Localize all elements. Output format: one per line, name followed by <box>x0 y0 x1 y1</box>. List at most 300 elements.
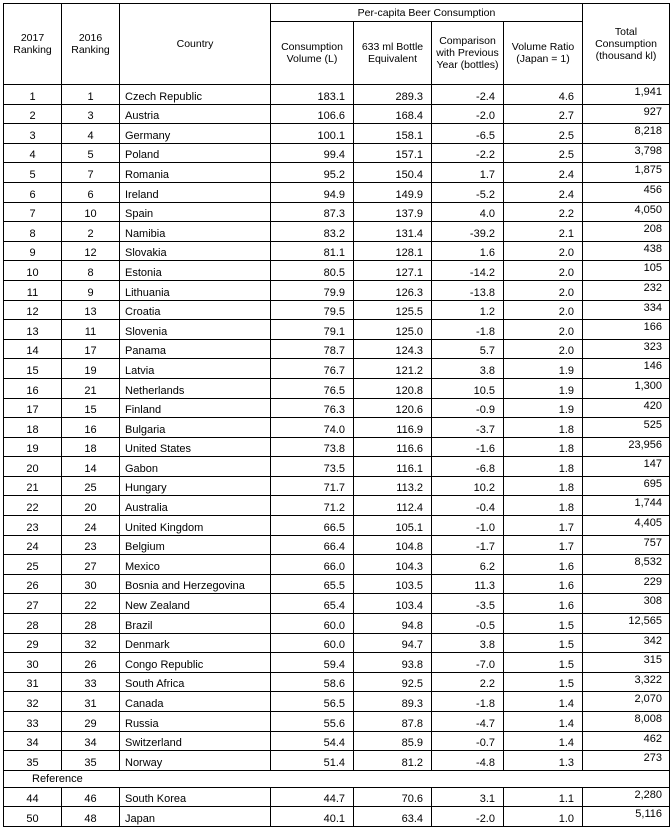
header-consumption-volume: Consumption Volume (L) <box>271 22 354 85</box>
cell-total-consumption: 3,322 <box>583 672 670 692</box>
cell-volume-ratio: 1.8 <box>504 476 583 496</box>
cell-bottle-equivalent: 89.3 <box>354 692 432 712</box>
cell-total-consumption: 4,405 <box>583 516 670 536</box>
cell-country: Mexico <box>120 555 271 575</box>
table-row <box>4 653 670 673</box>
cell-total-consumption: 315 <box>583 653 670 673</box>
cell-bottle-equivalent: 116.9 <box>354 418 432 438</box>
cell-country: Czech Republic <box>120 85 271 105</box>
cell-consumption-volume: 71.7 <box>271 476 354 496</box>
cell-total-consumption: 323 <box>583 339 670 359</box>
cell-country: Ireland <box>120 182 271 202</box>
table-row <box>4 516 670 536</box>
cell-consumption-volume: 78.7 <box>271 339 354 359</box>
table-header <box>4 4 670 85</box>
table-row <box>4 339 670 359</box>
cell-bottle-equivalent: 81.2 <box>354 751 432 771</box>
table-row <box>4 555 670 575</box>
cell-volume-ratio: 1.1 <box>504 787 583 807</box>
cell-country: Australia <box>120 496 271 516</box>
table-row <box>4 614 670 634</box>
beer-consumption-table-wrapper <box>3 3 669 827</box>
cell-total-consumption: 757 <box>583 535 670 555</box>
cell-consumption-volume: 80.5 <box>271 261 354 281</box>
cell-total-consumption: 462 <box>583 731 670 751</box>
cell-volume-ratio: 1.8 <box>504 418 583 438</box>
cell-country: Gabon <box>120 457 271 477</box>
cell-total-consumption: 8,532 <box>583 555 670 575</box>
cell-country: South Africa <box>120 672 271 692</box>
cell-volume-ratio: 2.5 <box>504 143 583 163</box>
table-row <box>4 182 670 202</box>
cell-total-consumption: 334 <box>583 300 670 320</box>
cell-consumption-volume: 99.4 <box>271 143 354 163</box>
cell-bottle-equivalent: 70.6 <box>354 787 432 807</box>
cell-bottle-equivalent: 87.8 <box>354 712 432 732</box>
cell-country: Canada <box>120 692 271 712</box>
cell-total-consumption: 273 <box>583 751 670 771</box>
cell-bottle-equivalent: 112.4 <box>354 496 432 516</box>
cell-bottle-equivalent: 85.9 <box>354 731 432 751</box>
cell-2017-ranking: 9 <box>4 241 62 261</box>
cell-consumption-volume: 73.5 <box>271 457 354 477</box>
cell-consumption-volume: 66.5 <box>271 516 354 536</box>
cell-bottle-equivalent: 149.9 <box>354 182 432 202</box>
cell-volume-ratio: 1.6 <box>504 574 583 594</box>
cell-volume-ratio: 1.8 <box>504 437 583 457</box>
cell-volume-ratio: 2.0 <box>504 280 583 300</box>
cell-bottle-equivalent: 121.2 <box>354 359 432 379</box>
cell-country: Belgium <box>120 535 271 555</box>
cell-2017-ranking: 13 <box>4 320 62 340</box>
cell-2017-ranking: 25 <box>4 555 62 575</box>
cell-country: United Kingdom <box>120 516 271 536</box>
cell-2016-ranking: 48 <box>62 807 120 827</box>
cell-total-consumption: 2,070 <box>583 692 670 712</box>
cell-country: Netherlands <box>120 378 271 398</box>
cell-bottle-equivalent: 120.6 <box>354 398 432 418</box>
cell-comparison: -13.8 <box>432 280 504 300</box>
cell-bottle-equivalent: 150.4 <box>354 163 432 183</box>
cell-total-consumption: 166 <box>583 320 670 340</box>
table-row <box>4 535 670 555</box>
header-2017-ranking: 2017 Ranking <box>4 4 62 85</box>
cell-total-consumption: 5,116 <box>583 807 670 827</box>
reference-label-row <box>4 770 670 787</box>
cell-consumption-volume: 95.2 <box>271 163 354 183</box>
cell-bottle-equivalent: 94.8 <box>354 614 432 634</box>
cell-2017-ranking: 19 <box>4 437 62 457</box>
cell-2016-ranking: 1 <box>62 85 120 105</box>
cell-country: Austria <box>120 104 271 124</box>
cell-comparison: -0.7 <box>432 731 504 751</box>
table-row <box>4 300 670 320</box>
cell-country: Latvia <box>120 359 271 379</box>
cell-2016-ranking: 19 <box>62 359 120 379</box>
cell-comparison: -2.2 <box>432 143 504 163</box>
cell-bottle-equivalent: 105.1 <box>354 516 432 536</box>
cell-2016-ranking: 20 <box>62 496 120 516</box>
cell-comparison: -2.4 <box>432 85 504 105</box>
table-row <box>4 280 670 300</box>
cell-2016-ranking: 28 <box>62 614 120 634</box>
cell-volume-ratio: 1.8 <box>504 496 583 516</box>
cell-total-consumption: 456 <box>583 182 670 202</box>
cell-2017-ranking: 10 <box>4 261 62 281</box>
table-row <box>4 712 670 732</box>
cell-2017-ranking: 5 <box>4 163 62 183</box>
cell-2017-ranking: 50 <box>4 807 62 827</box>
cell-comparison: -0.4 <box>432 496 504 516</box>
cell-volume-ratio: 1.4 <box>504 692 583 712</box>
cell-country: Spain <box>120 202 271 222</box>
cell-country: Russia <box>120 712 271 732</box>
cell-2016-ranking: 3 <box>62 104 120 124</box>
cell-comparison: 5.7 <box>432 339 504 359</box>
cell-2017-ranking: 24 <box>4 535 62 555</box>
cell-country: Brazil <box>120 614 271 634</box>
cell-2016-ranking: 23 <box>62 535 120 555</box>
cell-2016-ranking: 17 <box>62 339 120 359</box>
cell-consumption-volume: 73.8 <box>271 437 354 457</box>
cell-consumption-volume: 87.3 <box>271 202 354 222</box>
cell-2016-ranking: 31 <box>62 692 120 712</box>
cell-consumption-volume: 60.0 <box>271 614 354 634</box>
cell-consumption-volume: 65.4 <box>271 594 354 614</box>
header-2016-ranking: 2016 Ranking <box>62 4 120 85</box>
cell-total-consumption: 229 <box>583 574 670 594</box>
cell-2016-ranking: 13 <box>62 300 120 320</box>
cell-volume-ratio: 2.0 <box>504 339 583 359</box>
cell-2017-ranking: 7 <box>4 202 62 222</box>
cell-volume-ratio: 1.5 <box>504 672 583 692</box>
cell-comparison: 10.2 <box>432 476 504 496</box>
cell-country: Estonia <box>120 261 271 281</box>
cell-volume-ratio: 1.3 <box>504 751 583 771</box>
cell-2016-ranking: 29 <box>62 712 120 732</box>
cell-consumption-volume: 55.6 <box>271 712 354 732</box>
cell-comparison: -3.7 <box>432 418 504 438</box>
header-comparison: Comparison with Previous Year (bottles) <box>432 22 504 85</box>
cell-country: Japan <box>120 807 271 827</box>
cell-comparison: 3.8 <box>432 633 504 653</box>
cell-comparison: 10.5 <box>432 378 504 398</box>
cell-bottle-equivalent: 104.3 <box>354 555 432 575</box>
cell-2017-ranking: 16 <box>4 378 62 398</box>
cell-bottle-equivalent: 157.1 <box>354 143 432 163</box>
cell-volume-ratio: 2.7 <box>504 104 583 124</box>
cell-consumption-volume: 83.2 <box>271 222 354 242</box>
cell-2017-ranking: 8 <box>4 222 62 242</box>
cell-bottle-equivalent: 125.5 <box>354 300 432 320</box>
cell-bottle-equivalent: 63.4 <box>354 807 432 827</box>
cell-consumption-volume: 76.7 <box>271 359 354 379</box>
cell-2017-ranking: 12 <box>4 300 62 320</box>
table-row <box>4 496 670 516</box>
cell-comparison: -14.2 <box>432 261 504 281</box>
cell-country: Slovenia <box>120 320 271 340</box>
cell-country: Switzerland <box>120 731 271 751</box>
cell-2017-ranking: 4 <box>4 143 62 163</box>
cell-country: New Zealand <box>120 594 271 614</box>
cell-volume-ratio: 2.4 <box>504 182 583 202</box>
cell-country: Congo Republic <box>120 653 271 673</box>
table-row <box>4 437 670 457</box>
header-per-capita-group: Per-capita Beer Consumption <box>271 4 583 22</box>
cell-total-consumption: 2,280 <box>583 787 670 807</box>
cell-country: Denmark <box>120 633 271 653</box>
cell-2017-ranking: 22 <box>4 496 62 516</box>
cell-bottle-equivalent: 113.2 <box>354 476 432 496</box>
cell-2016-ranking: 5 <box>62 143 120 163</box>
cell-total-consumption: 342 <box>583 633 670 653</box>
table-row <box>4 418 670 438</box>
table-row <box>4 731 670 751</box>
cell-comparison: 4.0 <box>432 202 504 222</box>
cell-2016-ranking: 34 <box>62 731 120 751</box>
table-row <box>4 222 670 242</box>
cell-volume-ratio: 2.0 <box>504 300 583 320</box>
cell-comparison: -5.2 <box>432 182 504 202</box>
cell-bottle-equivalent: 168.4 <box>354 104 432 124</box>
table-row <box>4 787 670 807</box>
cell-total-consumption: 695 <box>583 476 670 496</box>
cell-2017-ranking: 23 <box>4 516 62 536</box>
table-row <box>4 672 670 692</box>
cell-2017-ranking: 27 <box>4 594 62 614</box>
cell-comparison: -7.0 <box>432 653 504 673</box>
table-row <box>4 104 670 124</box>
cell-2017-ranking: 1 <box>4 85 62 105</box>
cell-consumption-volume: 59.4 <box>271 653 354 673</box>
cell-comparison: -6.5 <box>432 124 504 144</box>
cell-2016-ranking: 2 <box>62 222 120 242</box>
cell-total-consumption: 308 <box>583 594 670 614</box>
cell-total-consumption: 12,565 <box>583 614 670 634</box>
cell-volume-ratio: 1.5 <box>504 653 583 673</box>
cell-consumption-volume: 66.0 <box>271 555 354 575</box>
cell-2016-ranking: 26 <box>62 653 120 673</box>
cell-comparison: -2.0 <box>432 807 504 827</box>
cell-total-consumption: 1,744 <box>583 496 670 516</box>
table-row <box>4 124 670 144</box>
reference-label: Reference <box>4 770 670 787</box>
cell-2016-ranking: 30 <box>62 574 120 594</box>
table-row <box>4 398 670 418</box>
cell-2016-ranking: 27 <box>62 555 120 575</box>
cell-volume-ratio: 1.4 <box>504 731 583 751</box>
cell-2017-ranking: 26 <box>4 574 62 594</box>
cell-consumption-volume: 106.6 <box>271 104 354 124</box>
cell-total-consumption: 1,875 <box>583 163 670 183</box>
cell-2016-ranking: 16 <box>62 418 120 438</box>
cell-2017-ranking: 28 <box>4 614 62 634</box>
cell-volume-ratio: 4.6 <box>504 85 583 105</box>
cell-2016-ranking: 6 <box>62 182 120 202</box>
cell-comparison: 1.7 <box>432 163 504 183</box>
cell-total-consumption: 146 <box>583 359 670 379</box>
cell-volume-ratio: 1.9 <box>504 398 583 418</box>
cell-country: Bulgaria <box>120 418 271 438</box>
cell-total-consumption: 3,798 <box>583 143 670 163</box>
table-row <box>4 85 670 105</box>
cell-2017-ranking: 15 <box>4 359 62 379</box>
cell-country: Germany <box>120 124 271 144</box>
cell-comparison: -39.2 <box>432 222 504 242</box>
cell-volume-ratio: 1.7 <box>504 535 583 555</box>
cell-consumption-volume: 183.1 <box>271 85 354 105</box>
cell-bottle-equivalent: 94.7 <box>354 633 432 653</box>
table-row <box>4 202 670 222</box>
cell-consumption-volume: 66.4 <box>271 535 354 555</box>
cell-total-consumption: 438 <box>583 241 670 261</box>
table-row <box>4 359 670 379</box>
header-country: Country <box>120 4 271 85</box>
cell-country: Lithuania <box>120 280 271 300</box>
cell-country: Poland <box>120 143 271 163</box>
cell-2017-ranking: 14 <box>4 339 62 359</box>
cell-volume-ratio: 2.2 <box>504 202 583 222</box>
cell-volume-ratio: 2.4 <box>504 163 583 183</box>
cell-total-consumption: 147 <box>583 457 670 477</box>
cell-consumption-volume: 79.9 <box>271 280 354 300</box>
cell-bottle-equivalent: 103.4 <box>354 594 432 614</box>
cell-country: Bosnia and Herzegovina <box>120 574 271 594</box>
cell-comparison: -6.8 <box>432 457 504 477</box>
cell-total-consumption: 8,008 <box>583 712 670 732</box>
cell-consumption-volume: 76.3 <box>271 398 354 418</box>
cell-consumption-volume: 71.2 <box>271 496 354 516</box>
cell-volume-ratio: 2.0 <box>504 320 583 340</box>
cell-consumption-volume: 56.5 <box>271 692 354 712</box>
cell-volume-ratio: 1.6 <box>504 594 583 614</box>
cell-volume-ratio: 2.5 <box>504 124 583 144</box>
table-row <box>4 163 670 183</box>
cell-total-consumption: 105 <box>583 261 670 281</box>
cell-2017-ranking: 17 <box>4 398 62 418</box>
cell-volume-ratio: 2.1 <box>504 222 583 242</box>
cell-2016-ranking: 4 <box>62 124 120 144</box>
cell-2016-ranking: 10 <box>62 202 120 222</box>
table-row <box>4 574 670 594</box>
cell-2016-ranking: 32 <box>62 633 120 653</box>
cell-2016-ranking: 22 <box>62 594 120 614</box>
cell-total-consumption: 232 <box>583 280 670 300</box>
cell-country: South Korea <box>120 787 271 807</box>
table-row <box>4 751 670 771</box>
cell-volume-ratio: 1.7 <box>504 516 583 536</box>
cell-consumption-volume: 94.9 <box>271 182 354 202</box>
cell-volume-ratio: 1.5 <box>504 614 583 634</box>
cell-country: Namibia <box>120 222 271 242</box>
cell-consumption-volume: 79.5 <box>271 300 354 320</box>
cell-2017-ranking: 21 <box>4 476 62 496</box>
cell-consumption-volume: 74.0 <box>271 418 354 438</box>
cell-bottle-equivalent: 124.3 <box>354 339 432 359</box>
cell-2017-ranking: 33 <box>4 712 62 732</box>
cell-bottle-equivalent: 104.8 <box>354 535 432 555</box>
cell-bottle-equivalent: 137.9 <box>354 202 432 222</box>
cell-country: Croatia <box>120 300 271 320</box>
cell-consumption-volume: 65.5 <box>271 574 354 594</box>
table-row <box>4 807 670 827</box>
table-row <box>4 476 670 496</box>
table-row <box>4 320 670 340</box>
cell-total-consumption: 8,218 <box>583 124 670 144</box>
cell-2017-ranking: 30 <box>4 653 62 673</box>
cell-2016-ranking: 25 <box>62 476 120 496</box>
cell-comparison: 1.2 <box>432 300 504 320</box>
cell-total-consumption: 420 <box>583 398 670 418</box>
cell-2016-ranking: 7 <box>62 163 120 183</box>
cell-consumption-volume: 76.5 <box>271 378 354 398</box>
header-total-consumption: Total Consumption (thousand kl) <box>583 4 670 85</box>
cell-country: Norway <box>120 751 271 771</box>
cell-2017-ranking: 18 <box>4 418 62 438</box>
reference-section <box>4 770 670 826</box>
cell-total-consumption: 927 <box>583 104 670 124</box>
cell-2016-ranking: 18 <box>62 437 120 457</box>
cell-country: Slovakia <box>120 241 271 261</box>
cell-volume-ratio: 1.5 <box>504 633 583 653</box>
cell-total-consumption: 23,956 <box>583 437 670 457</box>
cell-comparison: 1.6 <box>432 241 504 261</box>
cell-volume-ratio: 1.0 <box>504 807 583 827</box>
cell-2016-ranking: 14 <box>62 457 120 477</box>
beer-consumption-table <box>3 3 670 827</box>
cell-2017-ranking: 6 <box>4 182 62 202</box>
cell-comparison: -1.8 <box>432 692 504 712</box>
cell-2016-ranking: 9 <box>62 280 120 300</box>
cell-2016-ranking: 46 <box>62 787 120 807</box>
cell-2016-ranking: 24 <box>62 516 120 536</box>
cell-2016-ranking: 11 <box>62 320 120 340</box>
table-row <box>4 261 670 281</box>
cell-bottle-equivalent: 131.4 <box>354 222 432 242</box>
cell-volume-ratio: 1.9 <box>504 378 583 398</box>
cell-comparison: -1.6 <box>432 437 504 457</box>
cell-comparison: -1.7 <box>432 535 504 555</box>
cell-consumption-volume: 44.7 <box>271 787 354 807</box>
table-row <box>4 692 670 712</box>
cell-comparison: 6.2 <box>432 555 504 575</box>
cell-total-consumption: 1,941 <box>583 85 670 105</box>
cell-bottle-equivalent: 125.0 <box>354 320 432 340</box>
cell-comparison: -0.9 <box>432 398 504 418</box>
cell-comparison: 11.3 <box>432 574 504 594</box>
cell-comparison: 2.2 <box>432 672 504 692</box>
cell-comparison: -2.0 <box>432 104 504 124</box>
cell-total-consumption: 1,300 <box>583 378 670 398</box>
header-volume-ratio: Volume Ratio (Japan = 1) <box>504 22 583 85</box>
cell-bottle-equivalent: 103.5 <box>354 574 432 594</box>
cell-bottle-equivalent: 93.8 <box>354 653 432 673</box>
cell-comparison: -1.0 <box>432 516 504 536</box>
cell-2017-ranking: 34 <box>4 731 62 751</box>
cell-consumption-volume: 51.4 <box>271 751 354 771</box>
cell-consumption-volume: 100.1 <box>271 124 354 144</box>
cell-volume-ratio: 1.8 <box>504 457 583 477</box>
cell-2017-ranking: 29 <box>4 633 62 653</box>
cell-bottle-equivalent: 116.6 <box>354 437 432 457</box>
cell-total-consumption: 208 <box>583 222 670 242</box>
cell-2017-ranking: 11 <box>4 280 62 300</box>
table-body <box>4 85 670 771</box>
cell-bottle-equivalent: 120.8 <box>354 378 432 398</box>
cell-consumption-volume: 54.4 <box>271 731 354 751</box>
cell-country: Panama <box>120 339 271 359</box>
cell-2017-ranking: 44 <box>4 787 62 807</box>
